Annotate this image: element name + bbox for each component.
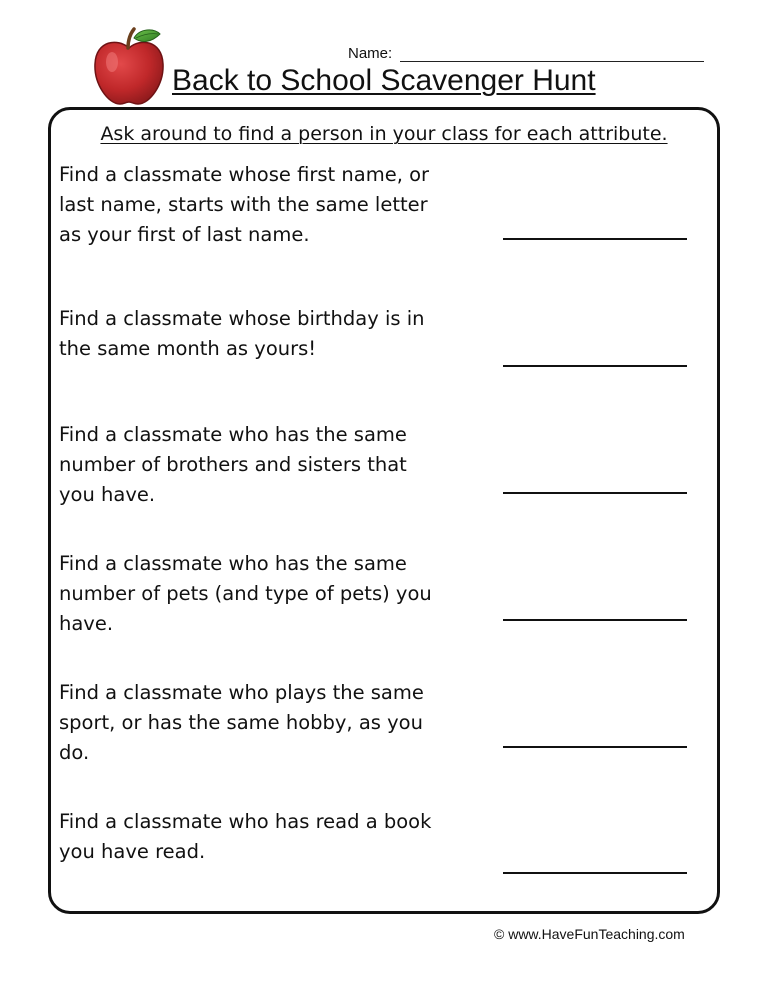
instruction-text: Ask around to find a person in your class for each attribute.	[100, 123, 668, 145]
item-line: Find a classmate who has the same	[59, 552, 407, 575]
item-line: do.	[59, 741, 90, 764]
item-line: Find a classmate whose first name, or	[59, 163, 430, 186]
copyright-footer: © www.HaveFunTeaching.com	[494, 926, 685, 942]
name-answer-line[interactable]	[400, 61, 704, 62]
scavenger-item-1	[59, 160, 489, 250]
scavenger-item-5	[59, 678, 489, 768]
item-line: Find a classmate who plays the same	[59, 681, 424, 704]
item-line: as your first of last name.	[59, 223, 310, 246]
answer-line-4[interactable]	[503, 619, 687, 621]
item-line: have.	[59, 612, 114, 635]
item-line: Find a classmate who has the same	[59, 423, 407, 446]
answer-line-6[interactable]	[503, 872, 687, 874]
item-line: the same month as yours!	[59, 337, 317, 360]
name-label: Name:	[348, 45, 393, 62]
item-line: you have.	[59, 483, 156, 506]
apple-icon	[88, 26, 170, 108]
item-line: number of brothers and sisters that	[59, 453, 407, 476]
scavenger-item-6	[59, 807, 489, 867]
answer-line-3[interactable]	[503, 492, 687, 494]
item-line: last name, starts with the same letter	[59, 193, 428, 216]
item-line: Find a classmate whose birthday is in	[59, 307, 425, 330]
scavenger-item-2	[59, 304, 489, 364]
item-line: sport, or has the same hobby, as you	[59, 711, 423, 734]
scavenger-item-3	[59, 420, 489, 510]
worksheet-box	[48, 107, 720, 914]
item-line: Find a classmate who has read a book	[59, 810, 432, 833]
worksheet-title: Back to School Scavenger Hunt	[172, 64, 596, 97]
answer-line-2[interactable]	[503, 365, 687, 367]
answer-line-1[interactable]	[503, 238, 687, 240]
scavenger-item-4	[59, 549, 489, 639]
answer-line-5[interactable]	[503, 746, 687, 748]
item-line: you have read.	[59, 840, 206, 863]
item-line: number of pets (and type of pets) you	[59, 582, 432, 605]
